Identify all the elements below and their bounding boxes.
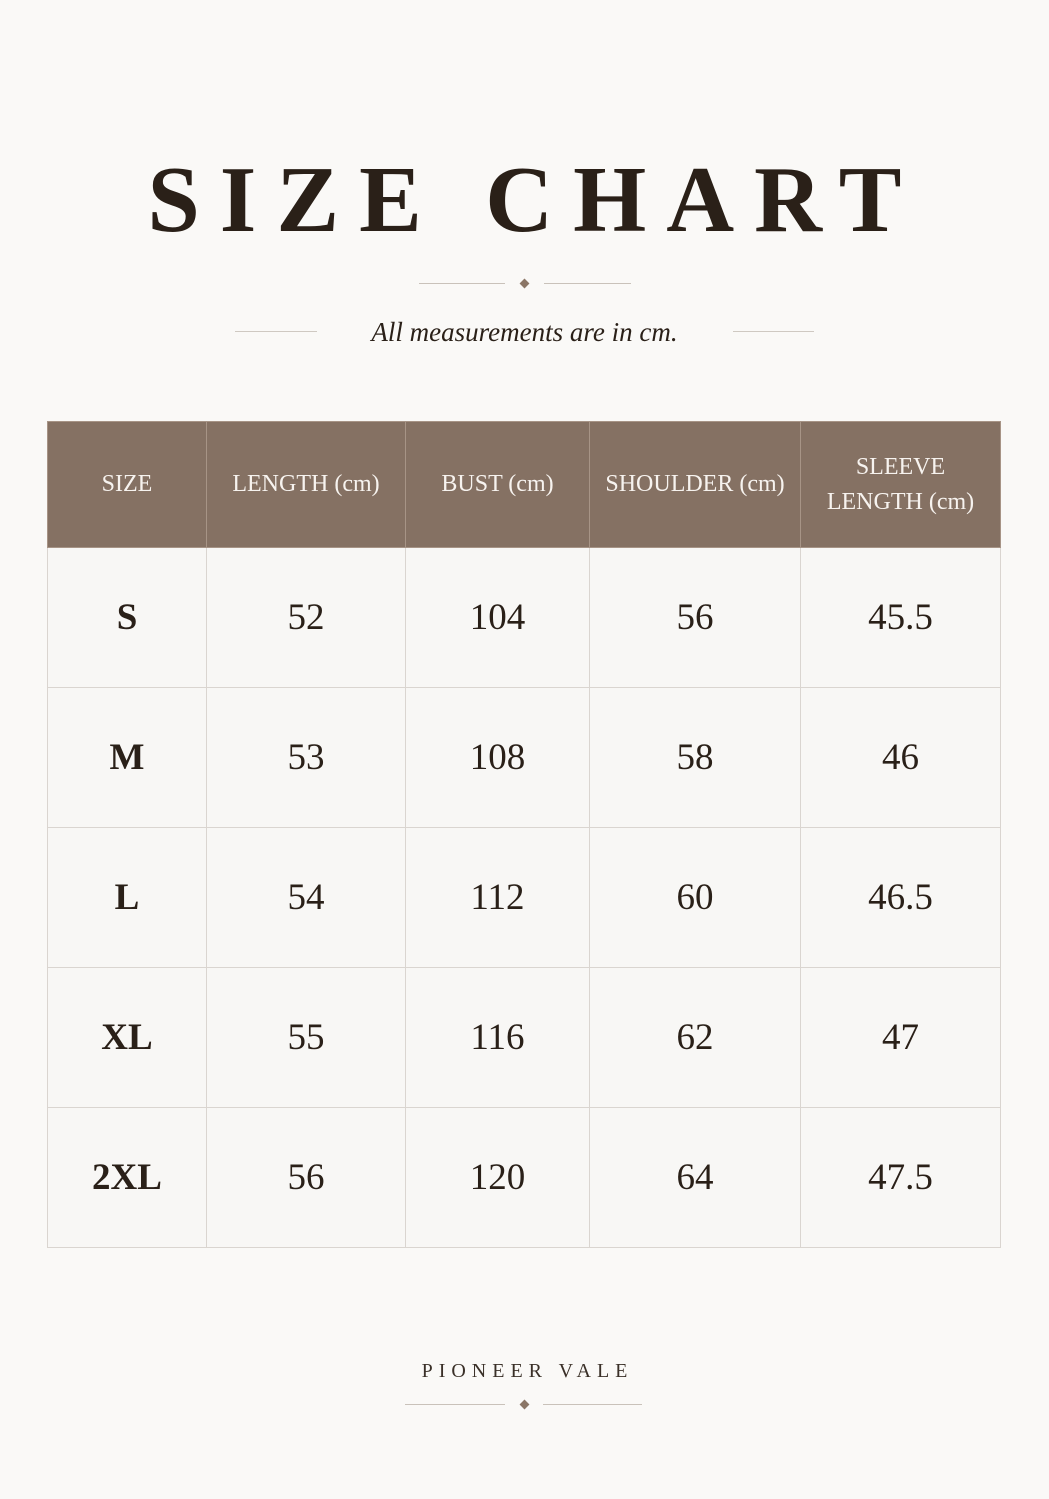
size-table xyxy=(47,421,1001,1248)
cell-size: L xyxy=(48,828,207,968)
ornament-line-right xyxy=(543,1404,642,1405)
table-row xyxy=(48,968,1001,1108)
table-row xyxy=(48,548,1001,688)
cell-bust: 112 xyxy=(406,828,590,968)
cell-sleeve: 46 xyxy=(801,688,1001,828)
cell-length: 54 xyxy=(207,828,406,968)
cell-bust: 104 xyxy=(406,548,590,688)
cell-size: M xyxy=(48,688,207,828)
header-bust: BUST (cm) xyxy=(406,422,590,548)
cell-bust: 108 xyxy=(406,688,590,828)
subtitle-row xyxy=(0,312,1049,352)
cell-bust: 116 xyxy=(406,968,590,1108)
cell-sleeve: 45.5 xyxy=(801,548,1001,688)
header-shoulder: SHOULDER (cm) xyxy=(590,422,801,548)
cell-shoulder: 62 xyxy=(590,968,801,1108)
header-sleeve-line1: SLEEVE xyxy=(855,453,946,480)
cell-shoulder: 64 xyxy=(590,1108,801,1248)
cell-length: 55 xyxy=(207,968,406,1108)
page-title: SIZE CHART xyxy=(147,148,922,252)
header-sleeve-length xyxy=(801,422,1001,548)
cell-sleeve: 47 xyxy=(801,968,1001,1108)
ornament-line-left xyxy=(419,283,505,284)
header-length: LENGTH (cm) xyxy=(207,422,406,548)
cell-bust: 120 xyxy=(406,1108,590,1248)
table-row xyxy=(48,688,1001,828)
ornament-line-right xyxy=(544,283,631,284)
brand-ornament xyxy=(405,1398,642,1412)
cell-shoulder: 58 xyxy=(590,688,801,828)
diamond-icon xyxy=(520,1400,530,1410)
subtitle-line-right xyxy=(733,331,814,332)
ornament-line-left xyxy=(405,1404,505,1405)
cell-size: XL xyxy=(48,968,207,1108)
table-header-row xyxy=(48,422,1001,548)
header-sleeve-line2: LENGTH (cm) xyxy=(826,488,975,515)
diamond-icon xyxy=(520,279,530,289)
cell-sleeve: 46.5 xyxy=(801,828,1001,968)
subtitle: All measurements are in cm. xyxy=(371,317,678,347)
title-ornament xyxy=(419,277,631,291)
brand-name: PIONEER VALE xyxy=(421,1360,634,1382)
cell-length: 53 xyxy=(207,688,406,828)
cell-length: 52 xyxy=(207,548,406,688)
table-row xyxy=(48,828,1001,968)
cell-sleeve: 47.5 xyxy=(801,1108,1001,1248)
table-row xyxy=(48,1108,1001,1248)
cell-shoulder: 60 xyxy=(590,828,801,968)
header-size: SIZE xyxy=(48,422,207,548)
cell-length: 56 xyxy=(207,1108,406,1248)
cell-shoulder: 56 xyxy=(590,548,801,688)
cell-size: 2XL xyxy=(48,1108,207,1248)
cell-size: S xyxy=(48,548,207,688)
